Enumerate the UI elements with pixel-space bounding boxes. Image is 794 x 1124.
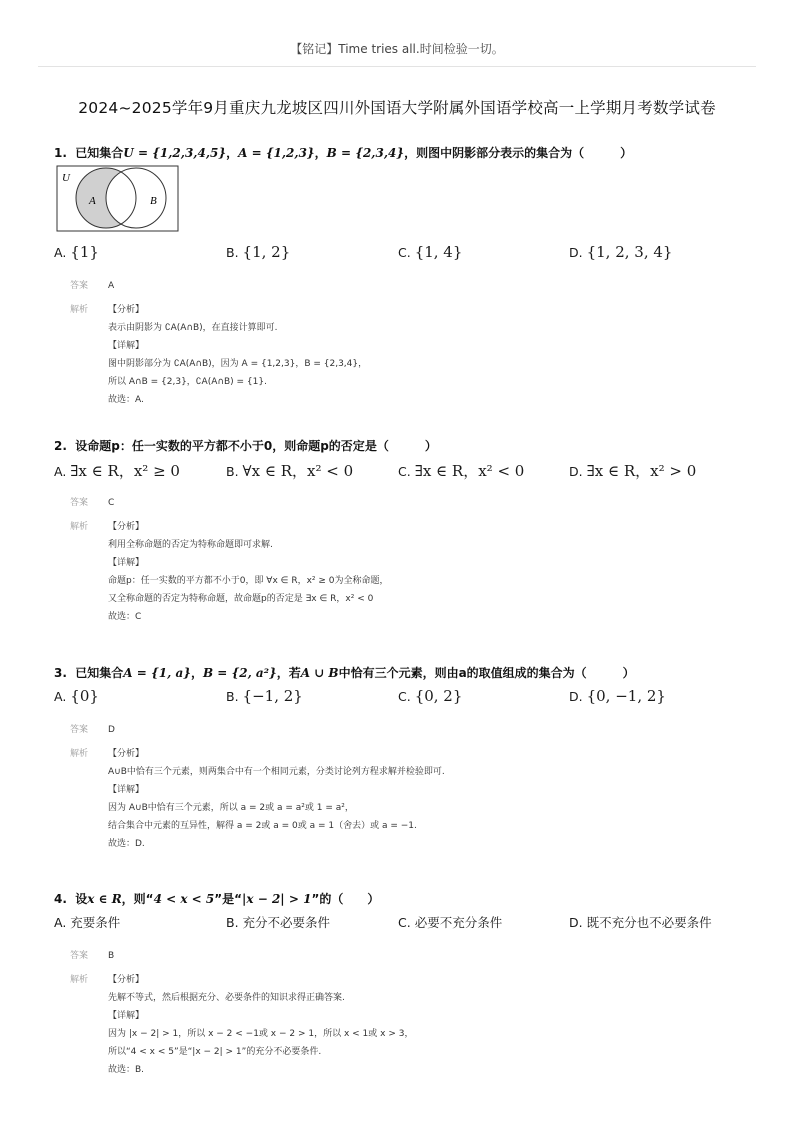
stem-text: ， — [190, 666, 203, 680]
option-b[interactable] — [226, 687, 303, 705]
answer-label: 答案 — [70, 281, 89, 291]
stem-math: B = {2, a²} — [202, 666, 277, 680]
stem-text: 设命题p：任一实数的平方都不小于0，则命题p的否定是（ ） — [75, 439, 437, 453]
analysis-text — [108, 971, 413, 1079]
analysis-line: 【详解】 — [108, 785, 145, 795]
stem-text: 中恰有三个元素，则由a的取值组成的集合为（ ） — [338, 666, 635, 680]
answer-value: D — [108, 725, 115, 735]
analysis-text — [108, 301, 367, 409]
answer-value: B — [108, 951, 115, 961]
stem-text: 已知集合 — [75, 666, 124, 680]
option-letter: A. — [54, 464, 67, 479]
option-letter: C. — [398, 915, 411, 930]
option-value: 既不充分也不必要条件 — [586, 915, 712, 930]
stem-text: ，则图中阴影部分表示的集合为（ ） — [404, 146, 633, 160]
answer-block — [54, 494, 754, 626]
stem-math: x ∈ R — [87, 892, 122, 906]
question-4 — [54, 890, 754, 1079]
option-letter: D. — [569, 464, 583, 479]
option-letter: B. — [226, 245, 239, 260]
options — [54, 913, 754, 935]
analysis-line: 【详解】 — [108, 341, 145, 351]
options — [54, 243, 754, 265]
option-letter: A. — [54, 915, 67, 930]
stem-text: ， — [226, 146, 239, 160]
stem-math: 4 < x < 5 — [153, 892, 215, 906]
analysis-label: 解析 — [70, 522, 89, 532]
stem-math: A ∪ B — [300, 666, 339, 680]
analysis-text — [108, 518, 389, 626]
question-number: 1. — [54, 146, 67, 160]
stem-text: ”是“ — [214, 892, 243, 906]
answer-label: 答案 — [70, 498, 89, 508]
analysis-line: 因为 A∪B中恰有三个元素，所以 a = 2或 a = a²或 1 = a²， — [108, 803, 354, 813]
label-u: U — [62, 172, 70, 184]
option-value: ∃x ∈ R，x² < 0 — [414, 462, 525, 480]
option-c[interactable] — [398, 913, 502, 931]
option-d[interactable] — [569, 913, 712, 931]
analysis-line: 又全称命题的否定为特称命题，故命题p的否定是 ∃x ∈ R，x² < 0 — [108, 594, 374, 604]
option-a[interactable] — [54, 243, 99, 261]
stem-text: 设 — [75, 892, 88, 906]
analysis-line: 表示由阴影为 ∁A(A∩B)，在直接计算即可. — [108, 323, 278, 333]
analysis-line: 【分析】 — [108, 522, 145, 532]
venn-diagram — [56, 165, 180, 233]
stem-math: B = {2,3,4} — [326, 146, 405, 160]
question-1 — [54, 144, 754, 409]
analysis-text — [108, 745, 445, 853]
stem-math: A = {1,2,3} — [238, 146, 315, 160]
question-number: 3. — [54, 666, 67, 680]
option-value: 充要条件 — [70, 915, 121, 930]
options — [54, 460, 754, 482]
label-a: A — [89, 195, 96, 207]
analysis-line: 故选：A. — [108, 395, 144, 405]
header-divider — [38, 66, 756, 67]
option-d[interactable] — [569, 460, 696, 481]
option-a[interactable] — [54, 687, 99, 705]
option-a[interactable] — [54, 460, 180, 481]
option-letter: C. — [398, 689, 411, 704]
answer-block — [54, 721, 754, 853]
option-value: ∀x ∈ R，x² < 0 — [242, 462, 354, 480]
option-value: ∃x ∈ R，x² ≥ 0 — [70, 462, 180, 480]
stem-text: ”的（ ） — [311, 892, 380, 906]
analysis-line: 【分析】 — [108, 975, 145, 985]
stem-text: ，若 — [276, 666, 301, 680]
option-letter: D. — [569, 689, 583, 704]
analysis-line: 图中阴影部分为 ∁A(A∩B)，因为 A = {1,2,3}，B = {2,3,4}， — [108, 359, 368, 369]
option-d[interactable] — [569, 243, 672, 261]
question-3 — [54, 664, 754, 853]
answer-block — [54, 947, 754, 1079]
option-d[interactable] — [569, 687, 666, 705]
option-value: {1} — [70, 243, 99, 261]
option-letter: B. — [226, 689, 239, 704]
option-a[interactable] — [54, 913, 120, 931]
stem-text: ，则“ — [121, 892, 154, 906]
option-value: {1, 2, 3, 4} — [586, 243, 673, 261]
analysis-label: 解析 — [70, 749, 89, 759]
option-letter: B. — [226, 915, 239, 930]
option-value: {1, 2} — [242, 243, 291, 261]
stem-text: 已知集合 — [75, 146, 124, 160]
header-motto: 【铭记】Time tries all.时间检验一切。 — [290, 42, 504, 56]
option-value: {0} — [70, 687, 99, 705]
page-title: 2024~2025学年9月重庆九龙坡区四川外国语大学附属外国语学校高一上学期月考数学试卷 — [78, 99, 716, 117]
option-letter: A. — [54, 245, 67, 260]
answer-label: 答案 — [70, 951, 89, 961]
stem-math: U = {1,2,3,4,5} — [123, 146, 227, 160]
question-number: 4. — [54, 892, 67, 906]
option-b[interactable] — [226, 460, 353, 481]
question-stem — [54, 664, 754, 681]
option-letter: D. — [569, 915, 583, 930]
question-stem — [54, 890, 754, 907]
analysis-line: 命题p：任一实数的平方都不小于0，即 ∀x ∈ R，x² ≥ 0为全称命题， — [108, 576, 389, 586]
analysis-label: 解析 — [70, 305, 89, 315]
option-value: {−1, 2} — [242, 687, 303, 705]
analysis-line: 【详解】 — [108, 1011, 145, 1021]
option-value: {0, 2} — [414, 687, 463, 705]
stem-math: |x − 2| > 1 — [242, 892, 312, 906]
options — [54, 687, 754, 709]
option-value: 充分不必要条件 — [242, 915, 331, 930]
analysis-line: 利用全称命题的否定为特称命题即可求解. — [108, 540, 273, 550]
option-letter: C. — [398, 245, 411, 260]
option-value: {1, 4} — [414, 243, 463, 261]
analysis-line: 【详解】 — [108, 558, 145, 568]
analysis-line: 先解不等式，然后根据充分、必要条件的知识求得正确答案. — [108, 993, 345, 1003]
question-stem — [54, 144, 754, 161]
analysis-line: A∪B中恰有三个元素，则两集合中有一个相同元素，分类讨论列方程求解并检验即可. — [108, 767, 445, 777]
option-value: ∃x ∈ R，x² > 0 — [586, 462, 697, 480]
answer-label: 答案 — [70, 725, 89, 735]
option-letter: C. — [398, 464, 411, 479]
analysis-line: 所以 A∩B = {2,3}，∁A(A∩B) = {1}. — [108, 377, 267, 387]
analysis-label: 解析 — [70, 975, 89, 985]
option-c[interactable] — [398, 687, 462, 705]
answer-block — [54, 277, 754, 409]
question-number: 2. — [54, 439, 67, 453]
analysis-line: 故选：B. — [108, 1065, 145, 1075]
analysis-line: 因为 |x − 2| > 1，所以 x − 2 < −1或 x − 2 > 1，所以 x < 1或 x > 3， — [108, 1029, 414, 1039]
analysis-line: 故选：D. — [108, 839, 145, 849]
stem-text: ， — [314, 146, 327, 160]
option-c[interactable] — [398, 460, 524, 481]
label-b: B — [150, 195, 157, 207]
analysis-line: 故选：C — [108, 612, 142, 622]
stem-math: A = {1, a} — [123, 666, 191, 680]
option-letter: D. — [569, 245, 583, 260]
option-letter: B. — [226, 464, 239, 479]
option-b[interactable] — [226, 913, 330, 931]
analysis-line: 【分析】 — [108, 749, 145, 759]
option-b[interactable] — [226, 243, 290, 261]
answer-value: A — [108, 281, 115, 291]
analysis-line: 【分析】 — [108, 305, 145, 315]
analysis-line: 结合集合中元素的互异性，解得 a = 2或 a = 0或 a = 1（舍去）或 a = −1. — [108, 821, 417, 831]
answer-value: C — [108, 498, 115, 508]
option-value: 必要不充分条件 — [414, 915, 503, 930]
analysis-line: 所以“4 < x < 5”是“|x − 2| > 1”的充分不必要条件. — [108, 1047, 322, 1057]
question-2 — [54, 437, 754, 626]
question-stem — [54, 437, 754, 454]
option-value: {0, −1, 2} — [586, 687, 666, 705]
option-c[interactable] — [398, 243, 462, 261]
option-letter: A. — [54, 689, 67, 704]
